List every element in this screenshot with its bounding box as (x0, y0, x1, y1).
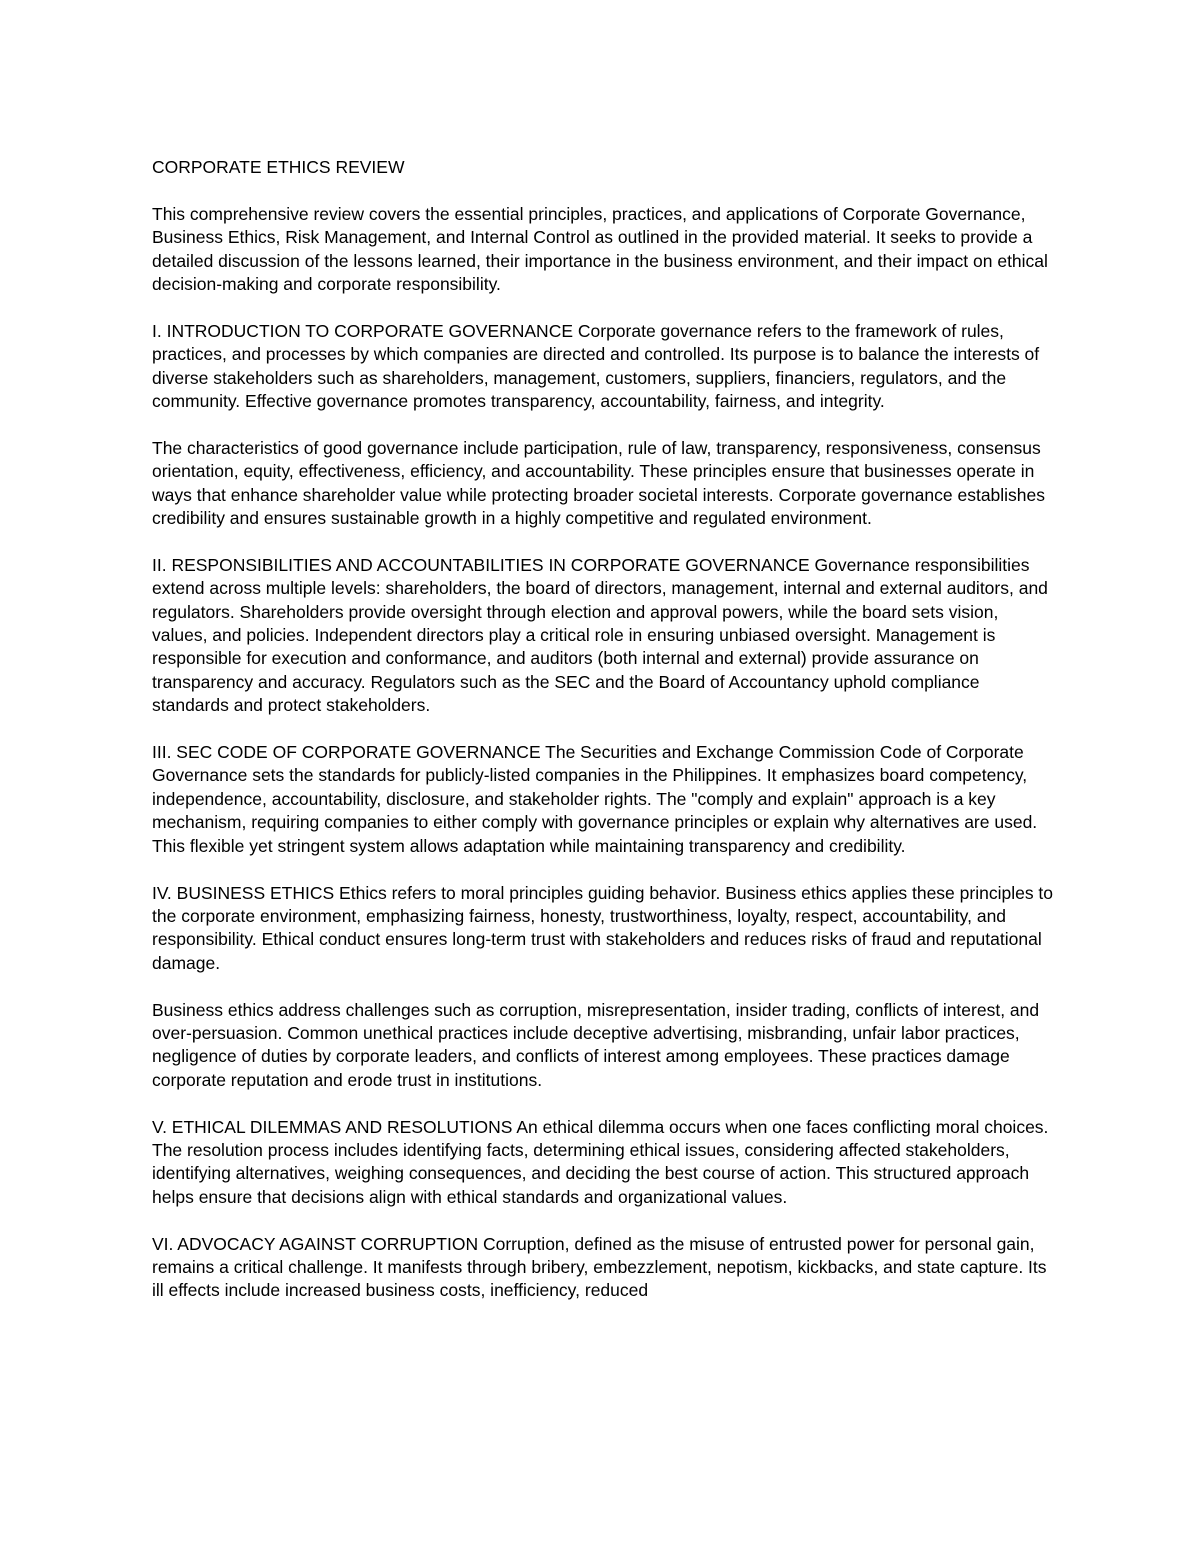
paragraph-section-1: I. INTRODUCTION TO CORPORATE GOVERNANCE Corporate governance refers to the framework of rules, practices, and processes by which companies are directed and controlled. Its purpose is to balance the interests of diverse stakeholders such as shareholders, management, customers, suppliers, financiers, regulators, and the community. Effective governance promotes transparency, accountability, fairness, and integrity. (152, 320, 1040, 412)
document-title: CORPORATE ETHICS REVIEW (152, 157, 405, 177)
paragraph-intro: This comprehensive review covers the essential principles, practices, and applications of Corporate Governance, Business Ethics, Risk Management, and Internal Control as outlined in the provided material. It seeks to provide a detailed discussion of the lessons learned, their importance in the business environment, and their impact on ethical decision-making and corporate responsibility. (152, 203, 1048, 295)
paragraph-section-4-continued: Business ethics address challenges such as corruption, misrepresentation, insider trading, conflicts of interest, and over-persuasion. Common unethical practices include deceptive advertising, misbranding, unfair labor practices, negligence of duties by corporate leaders, and conflicts of interest among employees. These practices damage corporate reputation and erode trust in institutions. (152, 999, 1040, 1090)
paragraph-section-1-continued: The characteristics of good governance include participation, rule of law, transparency, responsiveness, consensus orientation, equity, effectiveness, efficiency, and accountability. These principles ensure that businesses operate in ways that enhance shareholder value while protecting broader societal interests. Corporate governance establishes credibility and ensures sustainable growth in a highly competitive and regulated environment. (152, 437, 1046, 529)
paragraph-section-4: IV. BUSINESS ETHICS Ethics refers to moral principles guiding behavior. Business ethics applies these principles to the corporate environment, emphasizing fairness, honesty, trustworthiness, loyalty, respect, accountability, and responsibility. Ethical conduct ensures long-term trust with stakeholders and reduces risks of fraud and reputational damage. (152, 882, 1054, 973)
paragraph-section-2: II. RESPONSIBILITIES AND ACCOUNTABILITIES IN CORPORATE GOVERNANCE Governance responsibilities extend across multiple levels: shareholders, the board of directors, management, internal and external auditors, and regulators. Shareholders provide oversight through election and approval powers, while the board sets vision, values, and policies. Independent directors play a critical role in ensuring unbiased oversight. Management is responsible for execution and conformance, and auditors (both internal and external) provide assurance on transparency and accuracy. Regulators such as the SEC and the Board of Accountancy uphold compliance standards and protect stakeholders. (152, 554, 1048, 716)
paragraph-section-6: VI. ADVOCACY AGAINST CORRUPTION Corruption, defined as the misuse of entrusted power for personal gain, remains a critical challenge. It manifests through bribery, embezzlement, nepotism, kickbacks, and state capture. Its ill effects include increased business costs, inefficiency, reduced (152, 1233, 1047, 1301)
document-body (152, 156, 1057, 1303)
paragraph-section-5: V. ETHICAL DILEMMAS AND RESOLUTIONS An ethical dilemma occurs when one faces conflicting moral choices. The resolution process includes identifying facts, determining ethical issues, considering affected stakeholders, identifying alternatives, weighing consequences, and deciding the best course of action. This structured approach helps ensure that decisions align with ethical standards and organizational values. (152, 1116, 1049, 1207)
paragraph-section-3: III. SEC CODE OF CORPORATE GOVERNANCE The Securities and Exchange Commission Code of Corporate Governance sets the standards for publicly-listed companies in the Philippines. It emphasizes board competency, independence, accountability, disclosure, and stakeholder rights. The "comply and explain" approach is a key mechanism, requiring companies to either comply with governance principles or explain why alternatives are used. This flexible yet stringent system allows adaptation while maintaining transparency and credibility. (152, 742, 1038, 856)
